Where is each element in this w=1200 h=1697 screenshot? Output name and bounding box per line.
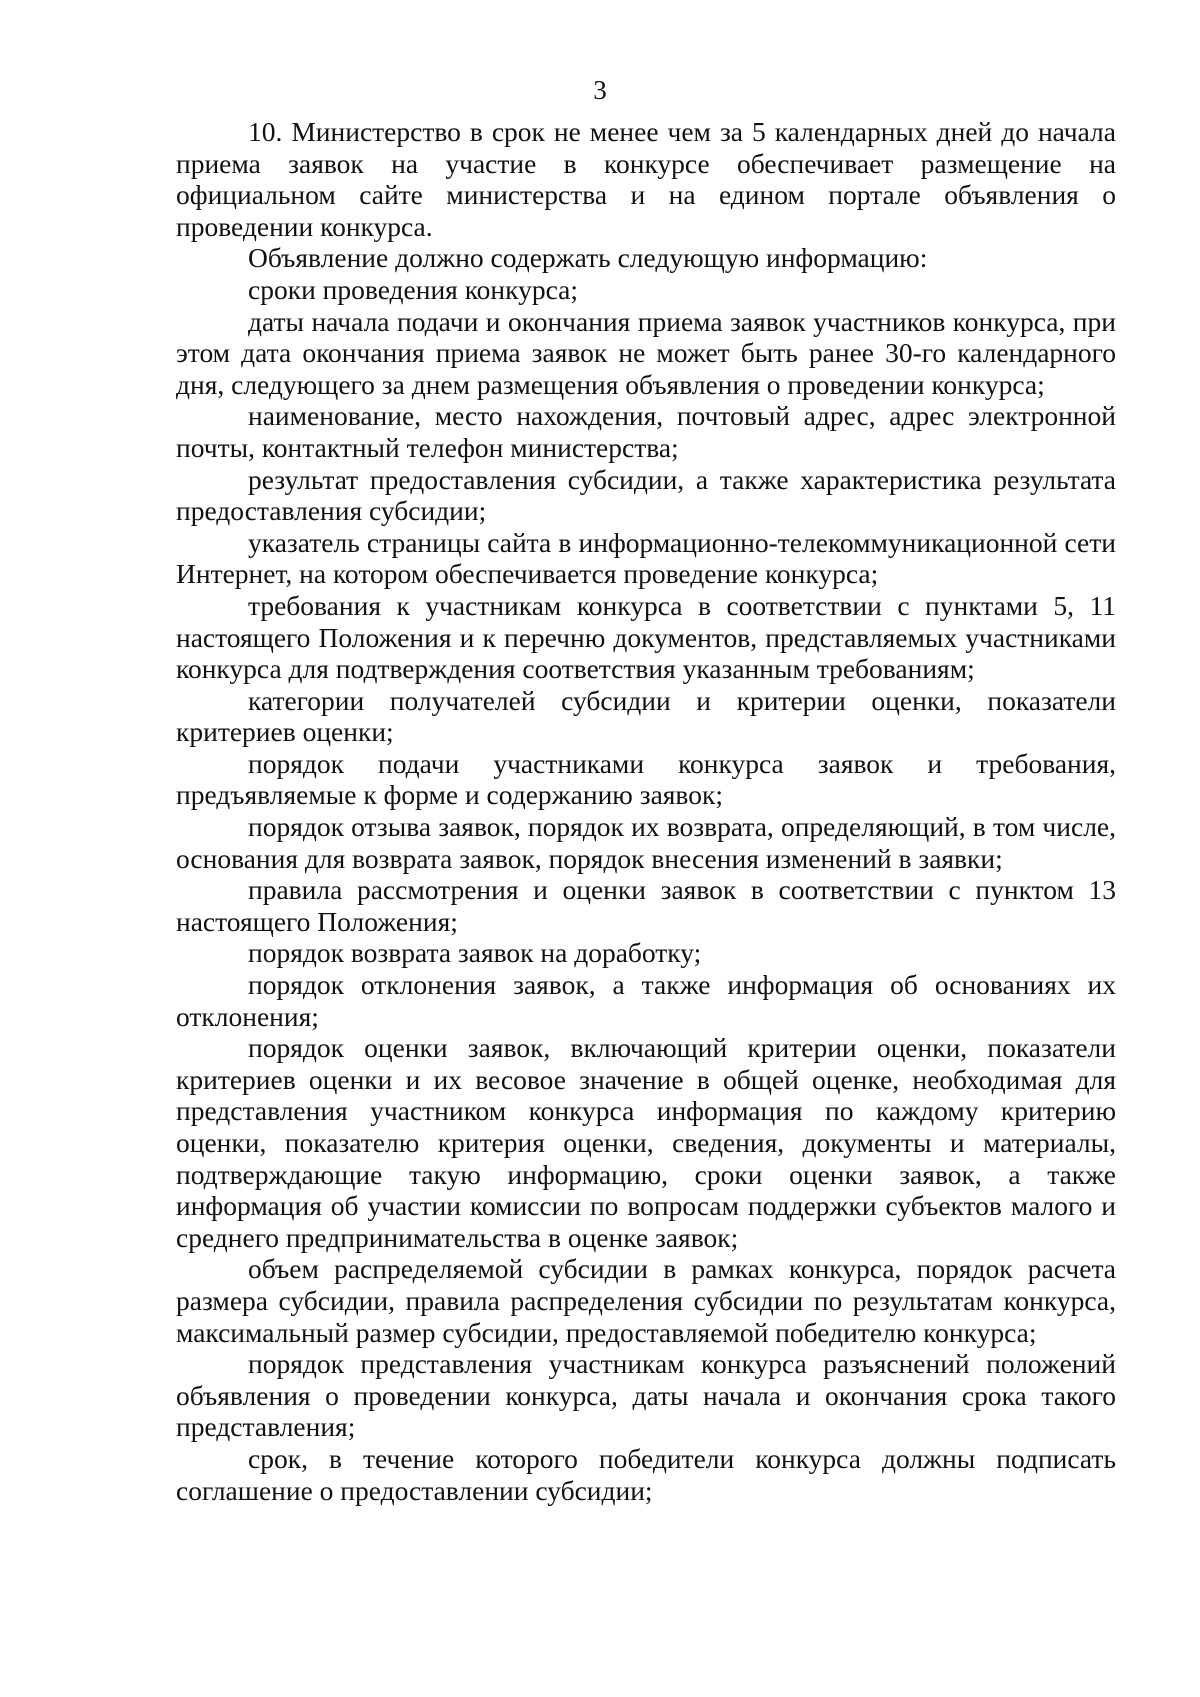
paragraph-application-dates: даты начала подачи и окончания приема заявок участников конкурса, при этом дата окончания приема заявок не может быть ранее 30-го календарного дня, следующего за днем размещения объявления о проведении конкурса; bbox=[176, 305, 1116, 400]
paragraph-return-for-revision: порядок возврата заявок на доработку; bbox=[248, 937, 702, 969]
paragraph-withdrawal-procedure: порядок отзыва заявок, порядок их возврата, определяющий, в том числе, основания для возврата заявок, порядок внесения изменений в заявки; bbox=[176, 811, 1116, 874]
paragraph-website-pointer: указатель страницы сайта в информационно-телекоммуникационной сети Интернет, на котором обеспечивается проведение конкурса; bbox=[176, 526, 1116, 590]
paragraph-participant-requirements: требования к участникам конкурса в соответствии с пунктами 5, 11 настоящего Положения и к перечню документов, представляемых участниками конкурса для подтверждения соответствия указанным требованиям; bbox=[176, 589, 1116, 685]
paragraph-agreement-deadline: срок, в течение которого победители конкурса должны подписать соглашение о предоставлении субсидии; bbox=[176, 1442, 1116, 1506]
paragraph-announcement-intro: Объявление должно содержать следующую информацию: bbox=[248, 242, 928, 274]
paragraph-submission-procedure: порядок подачи участниками конкурса заявок и требования, предъявляемые к форме и содержанию заявок; bbox=[176, 747, 1116, 811]
paragraph-subsidy-result: результат предоставления субсидии, а также характеристика результата предоставления субсидии; bbox=[176, 463, 1116, 527]
paragraph-ministry-contacts: наименование, место нахождения, почтовый адрес, адрес электронной почты, контактный телефон министерства; bbox=[176, 400, 1116, 463]
paragraph-contest-terms: сроки проведения конкурса; bbox=[248, 273, 578, 305]
paragraph-clarifications: порядок представления участникам конкурса разъяснений положений объявления о проведении конкурса, даты начала и окончания срока такого представления; bbox=[176, 1348, 1116, 1443]
paragraph-evaluation-procedure: порядок оценки заявок, включающий критерии оценки, показатели критериев оценки и их весовое значение в общей оценке, необходимая для представления участником конкурса информация по каждому критерию оценки, показателю критерия оценки, сведения, документы и материалы, подтверждающие такую информацию, сроки оценки заявок, а также информация об участии комиссии по вопросам поддержки субъектов малого и среднего предпринимательства в оценке заявок; bbox=[176, 1032, 1116, 1253]
paragraph-recipient-categories: категории получателей субсидии и критерии оценки, показатели критериев оценки; bbox=[176, 684, 1116, 748]
paragraph-subsidy-volume: объем распределяемой субсидии в рамках конкурса, порядок расчета размера субсидии, правила распределения субсидии по результатам конкурса, максимальный размер субсидии, предоставляемой победителю конкурса; bbox=[176, 1253, 1116, 1348]
paragraph-review-rules: правила рассмотрения и оценки заявок в соответствии с пунктом 13 настоящего Положения; bbox=[176, 874, 1116, 937]
document-body bbox=[176, 116, 1116, 1506]
page-number: 3 bbox=[593, 75, 607, 105]
paragraph-rejection-procedure: порядок отклонения заявок, а также информация об основаниях их отклонения; bbox=[176, 969, 1116, 1032]
paragraph-item-10: 10. Министерство в срок не менее чем за 5 календарных дней до начала приема заявок на участие в конкурсе обеспечивает размещение на официальном сайте министерства и на едином портале объявления о проведении конкурса. bbox=[176, 116, 1116, 242]
